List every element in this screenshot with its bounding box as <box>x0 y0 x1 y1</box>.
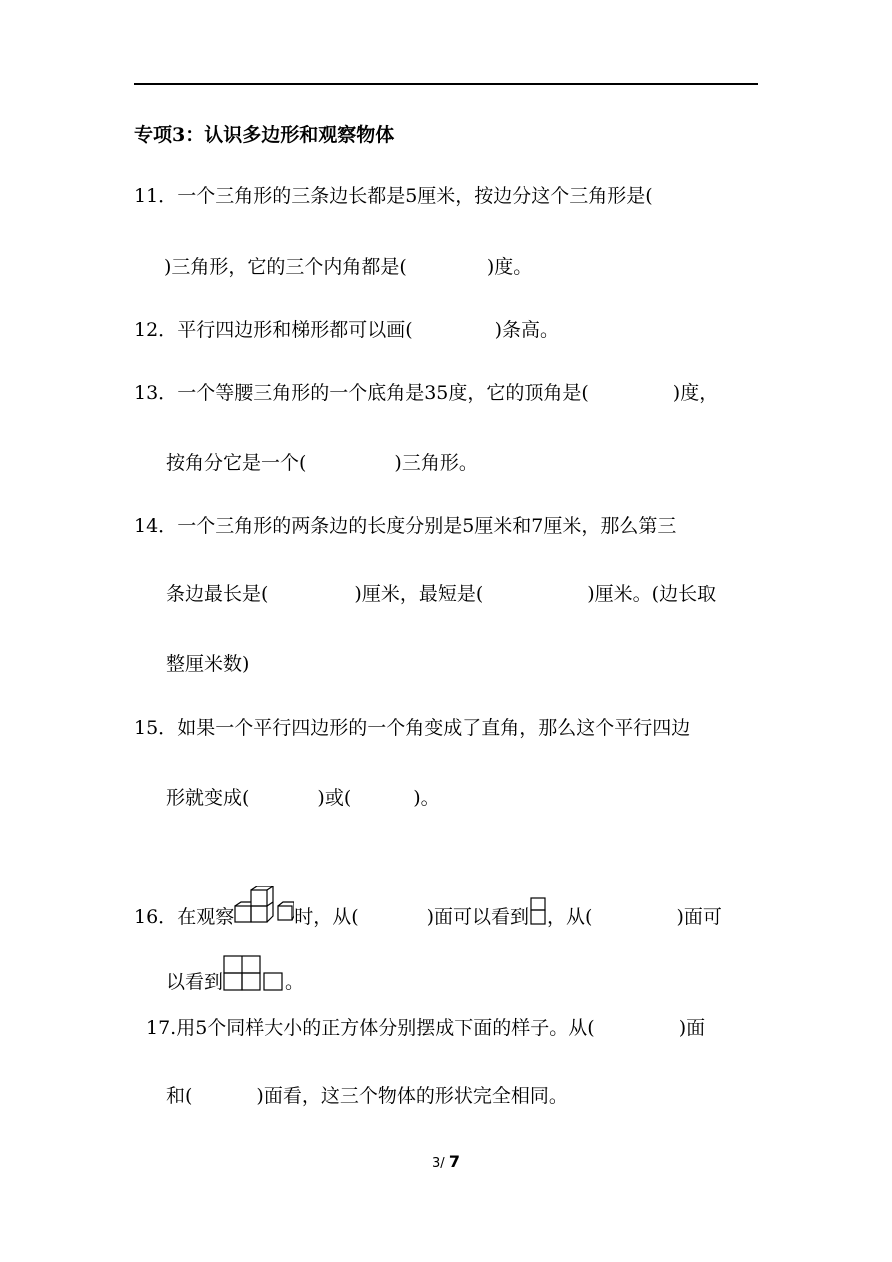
question-16-text-c: )面可以看到 <box>426 906 530 928</box>
question-14-text-d: )厘米。(边长取 <box>587 583 717 605</box>
question-13-text-a: 一个等腰三角形的一个底角是35度，它的顶角是( <box>177 382 589 404</box>
question-12 <box>134 318 559 342</box>
question-15-text-d: )。 <box>413 787 440 809</box>
question-16-number: 16． <box>134 906 178 928</box>
question-11-line-1 <box>134 184 653 208</box>
section-title: 专项3：认识多边形和观察物体 <box>134 124 395 146</box>
question-12-text-a: 平行四边形和梯形都可以画( <box>177 319 413 341</box>
top-rule <box>134 83 758 85</box>
question-16-text-g: 。 <box>285 971 305 993</box>
question-15-text-c: )或( <box>317 787 352 809</box>
question-16-line-2 <box>166 955 304 994</box>
question-15-line-1 <box>134 716 690 740</box>
question-13-text-c: 按角分它是一个( <box>166 452 307 474</box>
question-15-text-b: 形就变成( <box>166 787 250 809</box>
question-16-text-f: 以看到 <box>166 971 224 993</box>
question-11-number: 11． <box>134 185 178 207</box>
question-17-number: 17. <box>146 1017 177 1039</box>
question-15-text-a: 如果一个平行四边形的一个角变成了直角，那么这个平行四边 <box>177 717 691 739</box>
question-16-text-e: )面可 <box>676 906 722 928</box>
question-14-number: 14． <box>134 515 178 537</box>
question-11-text-b: )三角形，它的三个内角都是( <box>164 256 407 278</box>
question-14-text-b: 条边最长是( <box>166 583 269 605</box>
question-16-text-a: 在观察 <box>177 906 235 928</box>
question-13-number: 13． <box>134 382 178 404</box>
question-17-text-d: )面看，这三个物体的形状完全相同。 <box>256 1085 568 1107</box>
question-17-text-c: 和( <box>166 1085 193 1107</box>
question-13-line-2 <box>166 451 478 475</box>
single-square-icon <box>529 896 547 926</box>
question-12-number: 12． <box>134 319 178 341</box>
page-number <box>0 1152 892 1171</box>
two-row-view-icon <box>223 955 285 991</box>
page-total: 7 <box>448 1152 460 1171</box>
question-13-text-b: )度， <box>672 382 719 404</box>
question-14-line-2 <box>166 582 716 606</box>
question-14-text-a: 一个三角形的两条边的长度分别是5厘米和7厘米，那么第三 <box>177 515 677 537</box>
question-17-line-2 <box>166 1084 568 1108</box>
question-11-line-2 <box>164 255 532 279</box>
question-16-text-b: 时，从( <box>294 906 359 928</box>
question-15-number: 15． <box>134 717 178 739</box>
question-17-line-1 <box>146 1016 705 1040</box>
question-13-line-1 <box>134 381 718 405</box>
question-11-text-c: )度。 <box>486 256 533 278</box>
question-14-line-1 <box>134 514 676 538</box>
question-15-line-2 <box>166 786 440 810</box>
page-current: 3/ <box>432 1156 445 1171</box>
question-14-line-3 <box>166 652 249 676</box>
question-12-text-b: )条高。 <box>494 319 560 341</box>
question-16-line-1 <box>134 886 722 929</box>
question-11-text-a: 一个三角形的三条边长都是5厘米，按边分这个三角形是( <box>177 185 653 207</box>
question-17-text-b: )面 <box>678 1017 706 1039</box>
question-16-text-d: ，从( <box>547 906 593 928</box>
question-14-text-e: 整厘米数) <box>166 653 250 675</box>
question-13-text-d: )三角形。 <box>394 452 478 474</box>
question-17-text-a: 用5个同样大小的正方体分别摆成下面的样子。从( <box>176 1017 595 1039</box>
cube-stack-icon <box>234 886 294 926</box>
question-14-text-c: )厘米，最短是( <box>354 583 484 605</box>
